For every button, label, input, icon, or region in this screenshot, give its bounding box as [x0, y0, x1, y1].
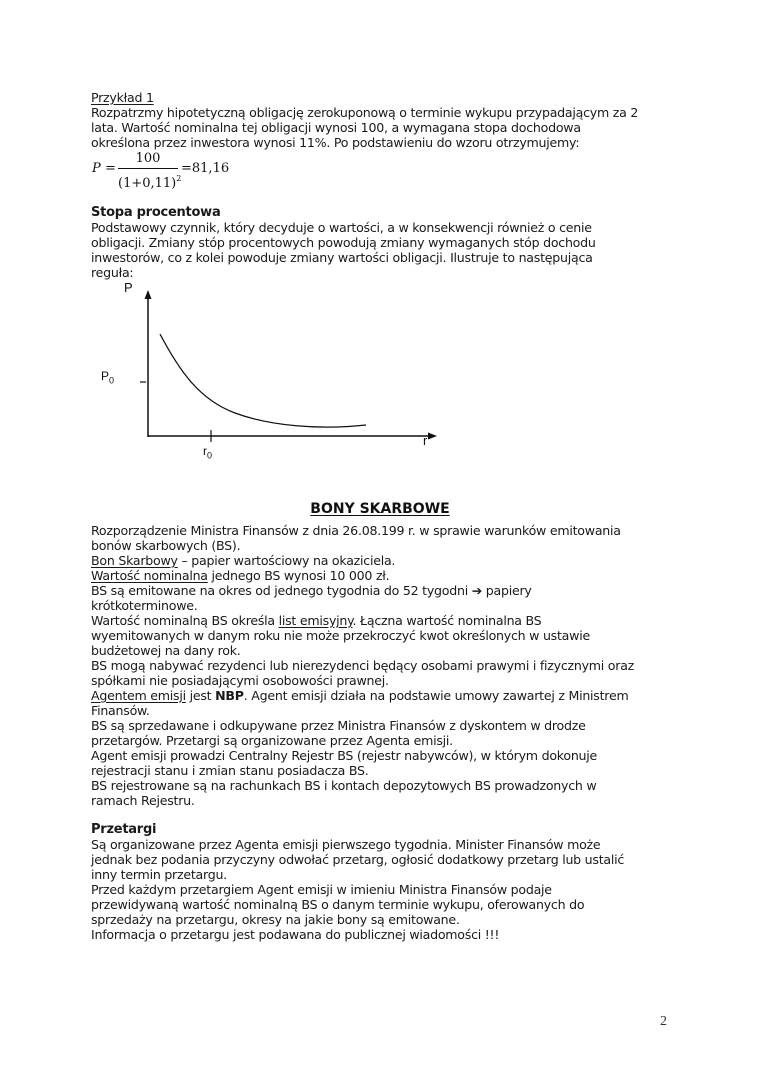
text-segment: BS rejestrowane są na rachunkach BS i kontach depozytowych BS prowadzonych w — [91, 778, 597, 793]
treasury-bills-line — [91, 733, 669, 748]
treasury-bills-line — [91, 598, 669, 613]
text-segment: . Agent emisji działa na podstawie umowy zawartej z Ministrem — [243, 688, 629, 703]
bold-term: NBP — [215, 688, 244, 703]
tenders-line: przewidywaną wartość nominalną BS o danym terminie wykupu, oferowanych do — [91, 897, 585, 912]
treasury-bills-line — [91, 613, 669, 628]
underlined-term: Bon Skarbowy — [91, 553, 178, 568]
treasury-bills-line — [91, 763, 669, 778]
example-line-3: określona przez inwestora wynosi 11%. Po podstawieniu do wzoru otrzymujemy: — [91, 135, 580, 150]
tenders-section — [91, 822, 669, 942]
text-segment: bonów skarbowych (BS). — [91, 538, 241, 553]
right-arrow-icon: ➔ — [471, 583, 483, 598]
denominator-base: (1+0,11) — [118, 176, 177, 191]
text-segment: papiery — [482, 583, 532, 598]
text-segment: jednego BS wynosi 10 000 zł. — [207, 568, 390, 583]
text-segment: spółkami nie posiadającymi osobowości prawnej. — [91, 673, 389, 688]
y-axis-arrow-icon — [145, 290, 152, 299]
text-segment: jest — [185, 688, 216, 703]
treasury-bills-line — [91, 643, 669, 658]
section-title: BONY SKARBOWE — [310, 501, 450, 517]
text-segment: BS mogą nabywać rezydenci lub nierezydenci będący osobami prawymi i fizycznymi oraz — [91, 658, 635, 673]
x-axis-arrow-icon — [428, 433, 437, 440]
price-rate-chart — [90, 278, 450, 468]
page-number: 2 — [660, 1014, 667, 1029]
example-line-1: Rozpatrzmy hipotetyczną obligację zerokuponową o terminie wykupu przypadającym za 2 — [91, 105, 639, 120]
treasury-bills-line — [91, 688, 669, 703]
treasury-bills-line — [91, 553, 669, 568]
tenders-line: Są organizowane przez Agenta emisji pierwszego tygodnia. Minister Finansów może — [91, 837, 601, 852]
r0-label: $r_0$ — [203, 444, 213, 461]
tenders-line: jednak bez podania przyczyny odwołać przetarg, ogłosić dodatkowy przetarg lub ustalić — [91, 852, 625, 867]
formula-denominator — [118, 171, 182, 192]
example-line-2: lata. Wartość nominalna tej obligacji wynosi 100, a wymagana stopa dochodowa — [91, 120, 581, 135]
text-segment: . Łączna wartość nominalna BS — [352, 613, 542, 628]
treasury-bills-line — [91, 568, 669, 583]
treasury-bills-line — [91, 538, 669, 553]
treasury-bills-line — [91, 658, 669, 673]
interest-rate-line-4: reguła: — [91, 265, 134, 280]
text-segment: Finansów. — [91, 703, 150, 718]
text-segment: Wartość nominalną BS określa — [91, 613, 279, 628]
text-segment: przetargów. Przetargi są organizowane przez Agenta emisji. — [91, 733, 453, 748]
underlined-term: Wartość nominalna — [91, 568, 208, 583]
treasury-bills-line — [91, 718, 669, 733]
p0-label: $P_0$ — [101, 369, 115, 386]
treasury-bills-section — [91, 523, 669, 808]
fraction-bar — [118, 168, 178, 169]
y-axis-label: P — [124, 280, 133, 295]
formula-lhs: P — [92, 161, 101, 176]
interest-rate-line-3: inwestorów, co z kolei powoduje zmiany wartości obligacji. Ilustruje to następująca — [91, 250, 593, 265]
denominator-exponent: 2 — [176, 174, 182, 183]
interest-rate-section — [91, 205, 669, 280]
tenders-body — [91, 837, 669, 942]
interest-rate-line-1: Podstawowy czynnik, który decyduje o wartości, a w konsekwencji również o cenie — [91, 220, 592, 235]
treasury-bills-line — [91, 673, 669, 688]
treasury-bills-line — [91, 703, 669, 718]
treasury-bills-line — [91, 523, 669, 538]
formula-numerator: 100 — [135, 151, 161, 166]
underlined-term: Agentem emisji — [91, 688, 186, 703]
formula-fraction — [118, 151, 182, 192]
example-section — [91, 90, 669, 150]
tenders-line: Informacja o przetargu jest podawana do publicznej wiadomości !!! — [91, 927, 500, 942]
text-segment: ramach Rejestru. — [91, 793, 195, 808]
tenders-heading: Przetargi — [91, 822, 157, 837]
chart-svg — [90, 278, 450, 468]
text-segment: budżetowej na dany rok. — [91, 643, 241, 658]
formula-result: =81,16 — [181, 161, 230, 176]
example-heading: Przykład 1 — [91, 90, 154, 105]
treasury-bills-line — [91, 583, 669, 598]
treasury-bills-line — [91, 778, 669, 793]
tenders-line: inny termin przetargu. — [91, 867, 227, 882]
interest-rate-heading: Stopa procentowa — [91, 205, 221, 220]
treasury-bills-line — [91, 793, 669, 808]
interest-rate-line-2: obligacji. Zmiany stóp procentowych powodują zmiany wymaganych stóp dochodu — [91, 235, 596, 250]
formula-equals: = — [105, 161, 116, 176]
x-axis-label: r — [423, 433, 428, 448]
price-curve — [160, 334, 366, 427]
text-segment: krótkoterminowe. — [91, 598, 198, 613]
text-segment: Agent emisji prowadzi Centralny Rejestr BS (rejestr nabywców), w którym dokonuje — [91, 748, 598, 763]
tenders-line: sprzedaży na przetargu, okresy na jakie bony są emitowane. — [91, 912, 460, 927]
text-segment: Rozporządzenie Ministra Finansów z dnia 26.08.199 r. w sprawie warunków emitowania — [91, 523, 621, 538]
treasury-bills-line — [91, 628, 669, 643]
text-segment: rejestracji stanu i zmian stanu posiadacza BS. — [91, 763, 369, 778]
underlined-term: list emisyjny — [278, 613, 353, 628]
text-segment: – papier wartościowy na okaziciela. — [177, 553, 396, 568]
text-segment: BS są emitowane na okres od jednego tygodnia do 52 tygodni — [91, 583, 472, 598]
text-segment: BS są sprzedawane i odkupywane przez Ministra Finansów z dyskontem w drodze — [91, 718, 586, 733]
treasury-bills-line — [91, 748, 669, 763]
tenders-line: Przed każdym przetargiem Agent emisji w imieniu Ministra Finansów podaje — [91, 882, 552, 897]
text-segment: wyemitowanych w danym roku nie może przekroczyć kwot określonych w ustawie — [91, 628, 590, 643]
